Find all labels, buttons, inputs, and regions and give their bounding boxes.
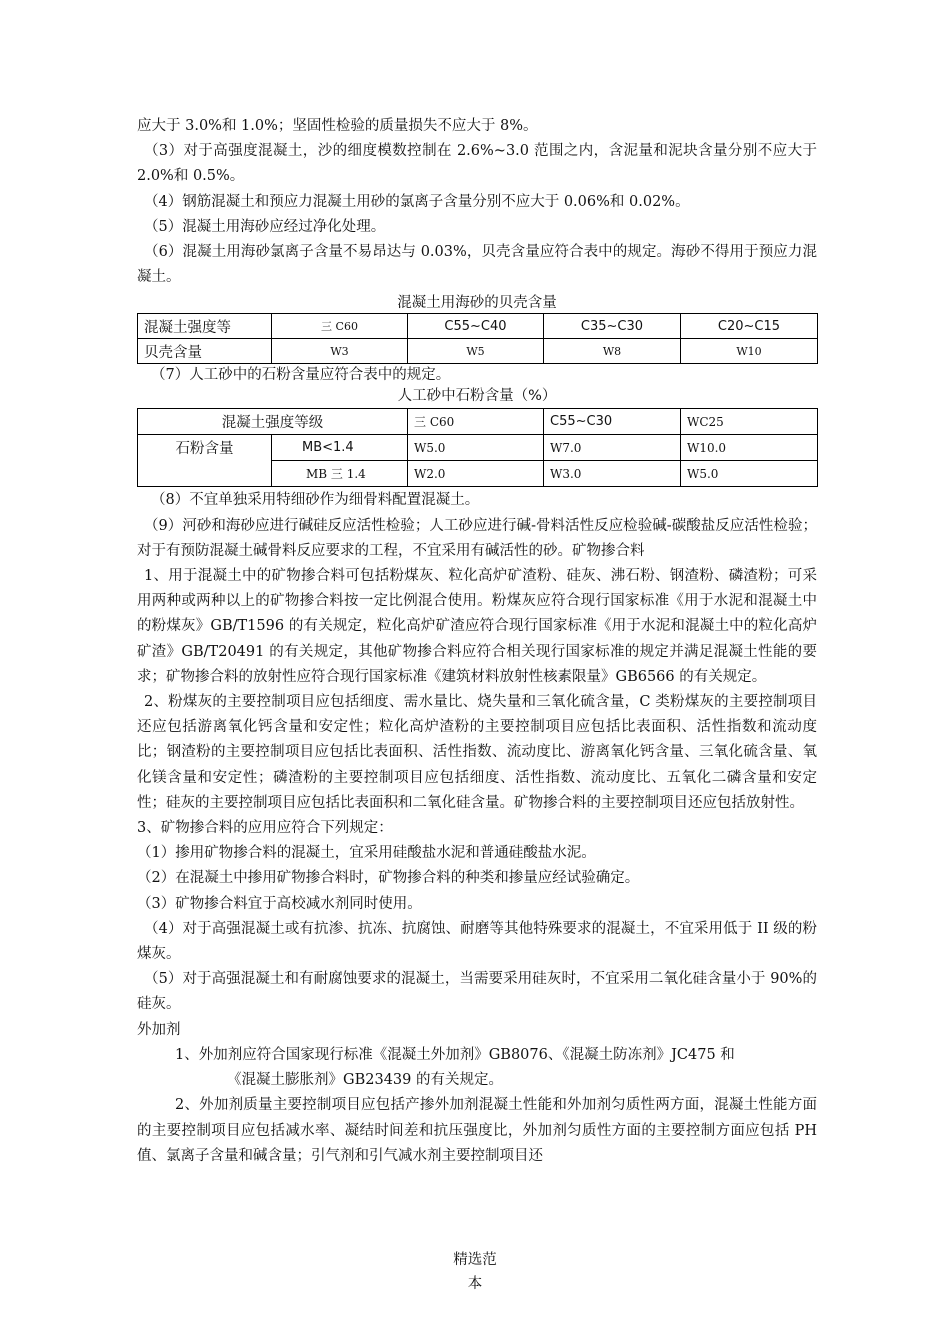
table-row-label: 贝壳含量	[138, 339, 272, 364]
section-heading: 外加剂	[137, 1021, 181, 1038]
paragraph: （8）不宜单独采用特细砂作为细骨料配置混凝土。	[151, 492, 480, 509]
paragraph: （1）掺用矿物掺合料的混凝土，宜采用硅酸盐水泥和普通硅酸盐水泥。	[137, 845, 596, 862]
paragraph: 1、用于混凝土中的矿物掺合料可包括粉煤灰、粒化高炉矿渣粉、硅灰、沸石粉、钢渣粉、磷渣粉；可采用两种或两种以上的矿物掺合料按一定比例混合使用。粉煤灰应符合现行国家标准《用于水泥和混凝土中的粉煤灰》GB/T1596 的有关规定，粒化高炉矿渣应符合现行国家标准《用于水泥和混凝土中的粒化高炉矿渣》GB/T20491 的有关规定，其他矿物掺合料应符合相关现行国家标准的规定并满足混凝土性能的要求；矿物掺合料的放射性应符合现行国家标准《建筑材料放射性核素限量》GB6566 的有关规定。	[137, 568, 817, 685]
footer-line: 本	[467, 1276, 483, 1292]
table-header-cell: WC25	[681, 409, 818, 435]
table-caption: 人工砂中石粉含量（%）	[397, 388, 557, 405]
table-caption: 混凝土用海砂的贝壳含量	[397, 295, 557, 312]
paragraph: （4）对于高强混凝土或有抗渗、抗冻、抗腐蚀、耐磨等其他特殊要求的混凝土，不宜采用低于 II 级的粉煤灰。	[137, 920, 817, 963]
table-header-cell: 三 C60	[272, 314, 408, 339]
stone-powder-table	[137, 408, 818, 487]
paragraph: 3、矿物掺合料的应用应符合下列规定：	[137, 820, 393, 837]
table-cell: W8	[544, 339, 681, 364]
table-cell: W3	[272, 339, 408, 364]
table-row	[138, 314, 818, 339]
table-row	[138, 435, 818, 461]
table-header-cell: 混凝土强度等级	[138, 409, 408, 435]
table-row	[138, 409, 818, 435]
table-cell: W7.0	[544, 435, 681, 461]
table-cell: W10	[681, 339, 818, 364]
shell-content-table	[137, 313, 818, 364]
table-row-label: 石粉含量	[138, 435, 272, 487]
table-cell: W3.0	[544, 461, 681, 487]
paragraph: （3）对于高强度混凝土，沙的细度模数控制在 2.6%~3.0 范围之内，含泥量和泥块含量分别不应大于 2.0%和 0.5%。	[137, 143, 817, 185]
table-row	[138, 339, 818, 364]
paragraph: 《混凝土膨胀剂》GB23439 的有关规定。	[227, 1072, 503, 1089]
paragraph: （9）河砂和海砂应进行碱硅反应活性检验；人工砂应进行碱-骨料活性反应检验碱-碳酸盐反应活性检验；对于有预防混凝土碱骨料反应要求的工程，不宜采用有碱活性的砂。矿物掺合料	[137, 517, 817, 559]
table-header-cell: C55~C30	[544, 409, 681, 435]
paragraph: （4）钢筋混凝土和预应力混凝土用砂的氯离子含量分别不应大于 0.06%和 0.02%。	[144, 193, 690, 210]
table-cell: MB<1.4	[272, 435, 408, 461]
table-header-cell: C55~C40	[408, 314, 544, 339]
page-footer	[0, 1248, 950, 1296]
table-header-cell: 三 C60	[408, 409, 544, 435]
table-header-cell: C35~C30	[544, 314, 681, 339]
table-header-cell: 混凝土强度等	[138, 314, 272, 339]
table-header-cell: C20~C15	[681, 314, 818, 339]
table-cell: W2.0	[408, 461, 544, 487]
paragraph: 2、外加剂质量主要控制项目应包括产掺外加剂混凝土性能和外加剂匀质性两方面，混凝土性能方面的主要控制项目应包括减水率、凝结时间差和抗压强度比，外加剂匀质性方面的主要控制方面应包括 PH 值、氯离子含量和碱含量；引气剂和引气减水剂主要控制项目还	[137, 1097, 817, 1164]
table-cell: W10.0	[681, 435, 818, 461]
paragraph: （7）人工砂中的石粉含量应符合表中的规定。	[151, 367, 451, 384]
table-cell: W5.0	[408, 435, 544, 461]
paragraph: 1、外加剂应符合国家现行标准《混凝土外加剂》GB8076、《混凝土防冻剂》JC475 和	[175, 1046, 735, 1063]
paragraph: （3）矿物掺合料宜于高校减水剂同时使用。	[137, 895, 422, 912]
table-cell: W5.0	[681, 461, 818, 487]
footer-line: 精选范	[453, 1252, 497, 1268]
paragraph: 应大于 3.0%和 1.0%；坚固性检验的质量损失不应大于 8%。	[137, 118, 538, 134]
paragraph: （5）混凝土用海砂应经过净化处理。	[144, 218, 386, 235]
document-body	[137, 114, 817, 1169]
table-cell: MB 三 1.4	[272, 461, 408, 487]
paragraph: （6）混凝土用海砂氯离子含量不易昂达与 0.03%，贝壳含量应符合表中的规定。海砂不得用于预应力混凝土。	[137, 244, 817, 286]
paragraph: （2）在混凝土中掺用矿物掺合料时，矿物掺合料的种类和掺量应经试验确定。	[137, 870, 640, 887]
paragraph: 2、粉煤灰的主要控制项目应包括细度、需水量比、烧失量和三氧化硫含量，C 类粉煤灰的主要控制项目还应包括游离氧化钙含量和安定性；粒化高炉渣粉的主要控制项目应包括比表面积、活性指数和流动度比；钢渣粉的主要控制项目应包括比表面积、活性指数、流动度比、游离氧化钙含量、三氧化硫含量、氧化镁含量和安定性；磷渣粉的主要控制项目应包括细度、活性指数、流动度比、五氧化二磷含量和安定性；硅灰的主要控制项目应包括比表面积和二氧化硅含量。矿物掺合料的主要控制项目还应包括放射性。	[137, 694, 817, 811]
paragraph: （5）对于高强混凝土和有耐腐蚀要求的混凝土，当需要采用硅灰时，不宜采用二氧化硅含量小于 90%的硅灰。	[137, 971, 817, 1013]
table-cell: W5	[408, 339, 544, 364]
